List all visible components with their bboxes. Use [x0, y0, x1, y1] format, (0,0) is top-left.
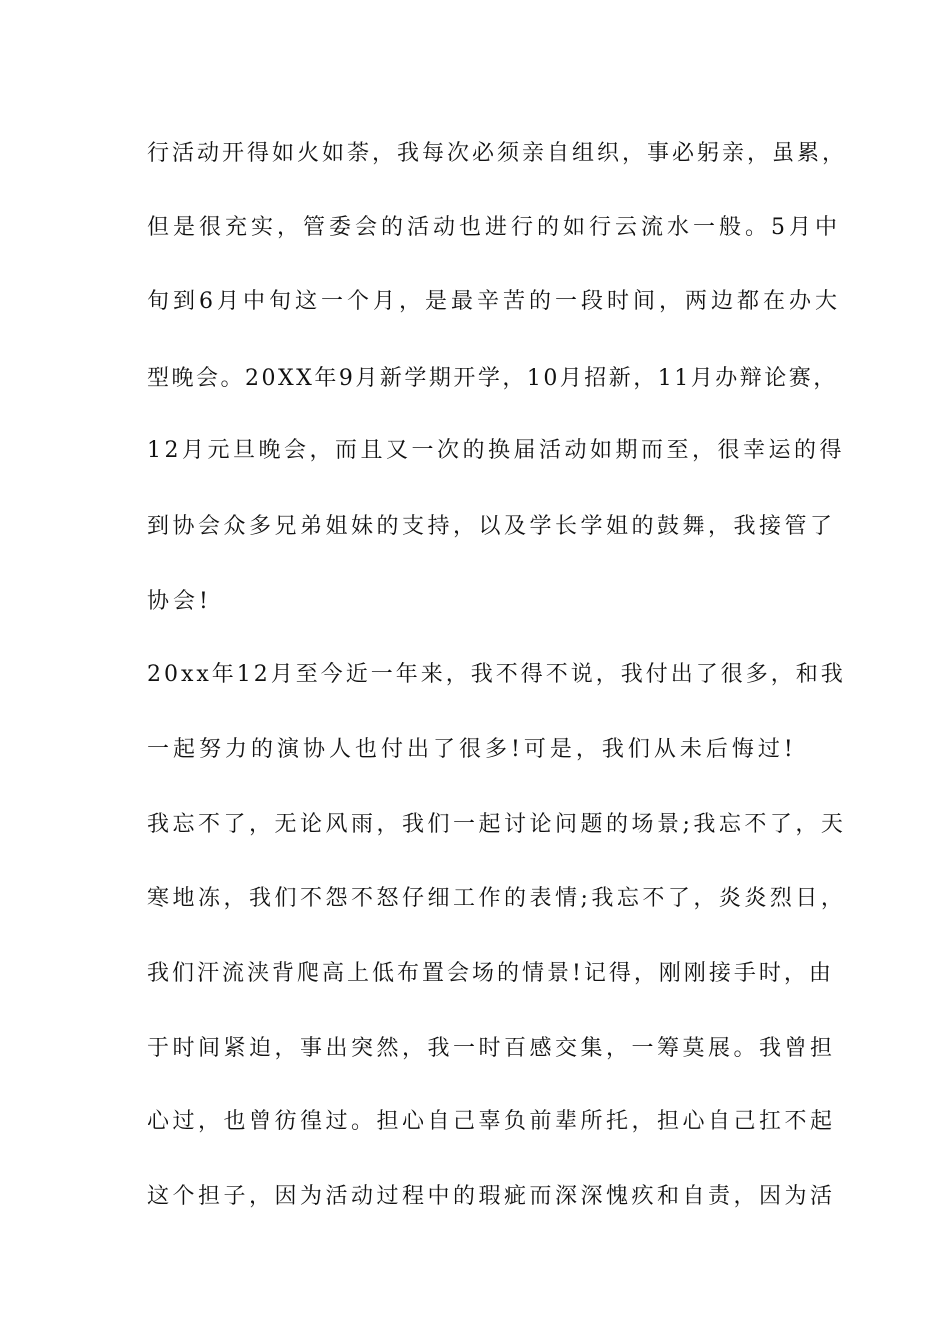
text-line: 于时间紧迫，事出突然，我一时百感交集，一筹莫展。我曾担: [147, 1036, 836, 1061]
text-line: 到协会众多兄弟姐妹的支持，以及学长学姐的鼓舞，我接管了: [147, 514, 836, 539]
text-line: 这个担子，因为活动过程中的瑕疵而深深愧疚和自责，因为活: [147, 1184, 836, 1209]
text-line: 型晚会。20XX年9月新学期开学，10月招新，11月办辩论赛，: [147, 366, 838, 391]
text-line: 旬到6月中旬这一个月，是最辛苦的一段时间，两边都在办大: [147, 289, 841, 314]
text-line: 20xx年12月至今近一年来，我不得不说，我付出了很多，和我: [147, 662, 846, 687]
text-line: 寒地冻，我们不怨不怒仔细工作的表情;我忘不了，炎炎烈日，: [147, 886, 847, 911]
text-line: 行活动开得如火如荼，我每次必须亲自组织，事必躬亲，虽累，: [147, 141, 848, 166]
text-line: 我们汗流浃背爬高上低布置会场的情景!记得，刚刚接手时，由: [147, 961, 834, 986]
text-line: 心过，也曾彷徨过。担心自己辜负前辈所托，担心自己扛不起: [147, 1109, 836, 1134]
text-line: 我忘不了，无论风雨，我们一起讨论问题的场景;我忘不了，天: [147, 812, 847, 837]
text-line: 但是很充实，管委会的活动也进行的如行云流水一般。5月中: [147, 215, 841, 240]
text-line: 协会!: [147, 589, 212, 614]
text-line: 12月元旦晚会，而且又一次的换届活动如期而至，很幸运的得: [147, 438, 845, 463]
text-line: 一起努力的演协人也付出了很多!可是，我们从未后悔过!: [147, 737, 797, 762]
